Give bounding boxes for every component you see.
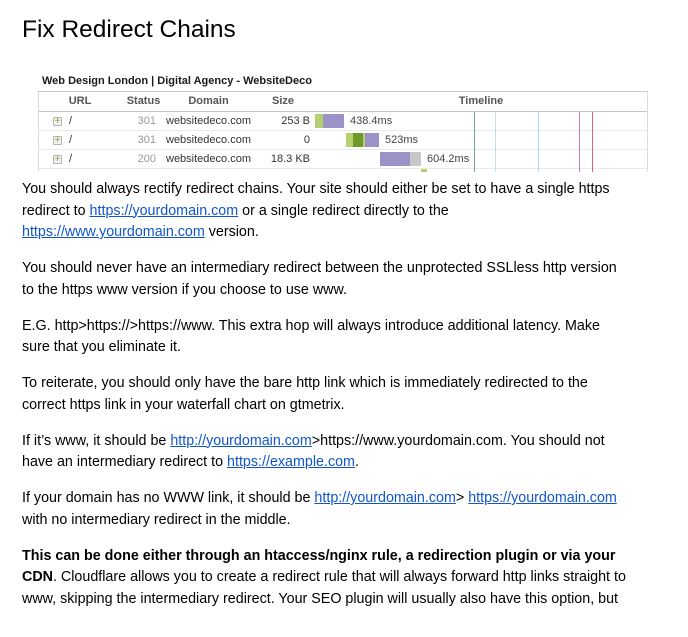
text-run: CDN bbox=[22, 569, 53, 585]
text-run: correct https link in your waterfall chart on gtmetrix. bbox=[22, 396, 345, 413]
row-size: 0 bbox=[303, 134, 310, 146]
bar-segment-green bbox=[421, 169, 427, 172]
paragraph bbox=[0, 258, 688, 301]
waterfall-rows bbox=[39, 112, 647, 172]
row-url: / bbox=[69, 134, 73, 146]
body-text bbox=[0, 179, 688, 610]
inline-link[interactable]: https://yourdomain.com bbox=[468, 490, 617, 506]
text-line bbox=[22, 546, 664, 568]
text-run: redirect to bbox=[22, 202, 90, 219]
timeline-bar bbox=[380, 152, 421, 166]
bar-segment-gray bbox=[410, 152, 421, 166]
bar-segment-green bbox=[346, 133, 353, 147]
expand-row-button[interactable]: + bbox=[54, 153, 61, 165]
bar-segment-purple bbox=[380, 152, 410, 166]
timing-label: 438.4ms bbox=[350, 115, 393, 127]
bar-segment-green bbox=[315, 114, 323, 128]
waterfall-table bbox=[38, 92, 648, 172]
paragraph bbox=[0, 179, 688, 244]
row-domain: websitedeco.com bbox=[166, 115, 251, 127]
column-header-size: Size bbox=[271, 95, 294, 107]
text-run: >https://www.yourdomain.com. You should not bbox=[311, 432, 605, 449]
row-domain: websitedeco.com bbox=[166, 134, 251, 146]
column-header-domain: Domain bbox=[188, 95, 229, 107]
row-url: / bbox=[69, 115, 73, 127]
text-run: If it’s www, it should be bbox=[22, 432, 171, 449]
expand-row-button[interactable]: + bbox=[54, 134, 61, 146]
timing-label: 523ms bbox=[385, 134, 419, 146]
text-line bbox=[22, 395, 664, 417]
text-line bbox=[22, 337, 664, 359]
inline-link[interactable]: https://example.com bbox=[227, 454, 355, 470]
text-line bbox=[22, 452, 664, 474]
page-title: Fix Redirect Chains bbox=[22, 16, 236, 43]
text-line bbox=[22, 201, 664, 223]
text-run: This can be done either through an htaccess/nginx rule, a redirection plugin or via your bbox=[22, 547, 616, 564]
timeline-bar bbox=[346, 133, 379, 147]
text-line bbox=[22, 510, 664, 532]
text-run: sure that you eliminate it. bbox=[22, 339, 181, 355]
inline-link[interactable]: http://yourdomain.com bbox=[170, 432, 312, 449]
bar-segment-purple bbox=[323, 114, 344, 128]
waterfall-row[interactable] bbox=[39, 150, 647, 169]
row-status: 301 bbox=[137, 115, 156, 127]
column-header-timeline: Timeline bbox=[458, 95, 504, 107]
row-status: 200 bbox=[137, 153, 156, 165]
waterfall-row-partial bbox=[39, 169, 647, 172]
text-line bbox=[22, 589, 664, 611]
text-line bbox=[22, 280, 664, 302]
text-run: to the https www version if you choose to use www. bbox=[22, 281, 348, 298]
inline-link[interactable]: http://yourdomain.com bbox=[314, 490, 456, 506]
text-run: . Cloudflare allows you to create a redirect rule that will always forward http links straight to bbox=[52, 569, 626, 585]
waterfall-page-title: Web Design London | Digital Agency - WebsiteDeco bbox=[38, 74, 648, 92]
timeline-bar bbox=[315, 114, 344, 128]
document-page bbox=[0, 16, 688, 610]
paragraph bbox=[0, 316, 688, 359]
inline-link[interactable]: https://www.yourdomain.com bbox=[22, 224, 205, 240]
inline-link[interactable]: https://yourdomain.com bbox=[89, 202, 239, 219]
text-line bbox=[22, 431, 664, 453]
text-run: have an intermediary redirect to bbox=[22, 454, 228, 470]
text-run: You should never have an intermediary redirect between the unprotected SSLless http version bbox=[22, 260, 617, 276]
text-run: www, skipping the intermediary redirect. Your SEO plugin will usually also have this option, but bbox=[22, 590, 619, 607]
waterfall-header-row bbox=[39, 92, 647, 112]
text-run: version. bbox=[204, 224, 259, 240]
timing-label: 604.2ms bbox=[427, 153, 470, 165]
text-run: or a single redirect directly to the bbox=[238, 202, 449, 219]
waterfall-row[interactable] bbox=[39, 112, 647, 131]
paragraph bbox=[0, 488, 688, 531]
text-run: You should always rectify redirect chains. Your site should either be set to have a single https bbox=[22, 181, 610, 197]
row-size: 18.3 KB bbox=[270, 153, 310, 165]
row-url: / bbox=[69, 153, 73, 165]
bar-segment-darkgreen bbox=[353, 133, 363, 147]
text-run: with no intermediary redirect in the middle. bbox=[22, 511, 291, 528]
row-domain: websitedeco.com bbox=[166, 153, 251, 165]
text-run: > bbox=[455, 490, 469, 506]
text-run: . bbox=[354, 454, 359, 470]
text-line bbox=[22, 258, 664, 280]
text-line bbox=[22, 488, 664, 510]
text-run: If your domain has no WWW link, it should be bbox=[22, 490, 315, 506]
column-header-url: URL bbox=[68, 95, 92, 107]
expand-row-button[interactable]: + bbox=[54, 115, 61, 127]
waterfall-row[interactable] bbox=[39, 131, 647, 150]
paragraph bbox=[0, 546, 688, 611]
text-line bbox=[22, 179, 664, 201]
text-run: To reiterate, you should only have the bare http link which is immediately redirected to the bbox=[22, 375, 588, 391]
paragraph bbox=[0, 373, 688, 416]
text-line bbox=[22, 567, 664, 589]
column-header-status: Status bbox=[126, 95, 161, 107]
waterfall-screenshot bbox=[38, 74, 648, 172]
text-line bbox=[22, 373, 664, 395]
text-line bbox=[22, 222, 664, 244]
text-line bbox=[22, 316, 664, 338]
row-size: 253 B bbox=[281, 115, 310, 127]
paragraph bbox=[0, 431, 688, 474]
row-status: 301 bbox=[137, 134, 156, 146]
bar-segment-purple bbox=[365, 133, 379, 147]
text-run: E.G. http>https://>https://www. This extra hop will always introduce additional latency. Make bbox=[22, 317, 600, 334]
